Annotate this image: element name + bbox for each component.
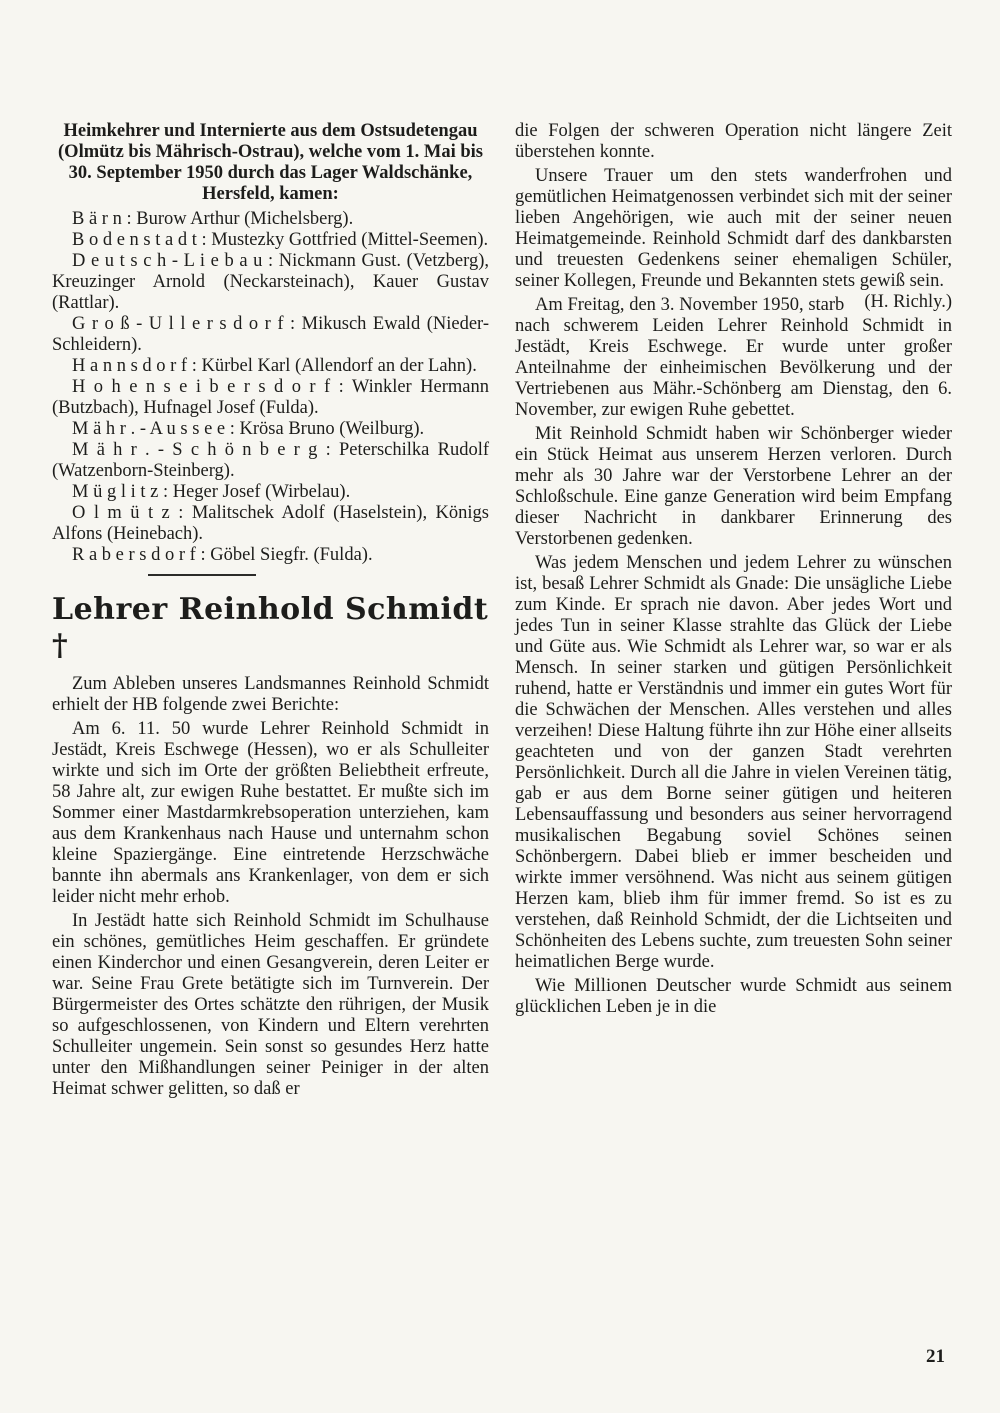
- obituary-paragraph: [515, 166, 952, 312]
- register-entry-olmuetz: O l m ü t z : Malitschek Adolf (Haselstein), Königs Alfons (Heinebach).: [52, 503, 489, 544]
- section-divider: [148, 574, 256, 576]
- right-column: [515, 121, 952, 1100]
- paragraph-text: Unsere Trauer um den stets wanderfrohen und gemütlichen Heimatgenossen verbindet sich mit der seiner lieben Angehörigen, wie auch mit der seiner neuen Heimatgemeinde. Reinhold Schmidt darf des dankbarsten und treuesten Gedenkens seiner ehemaligen Schüler, seiner Kollegen, Freunde und Bekannten stets gewiß sein.: [515, 166, 952, 291]
- register-entry-hannsdorf: H a n n s d o r f : Kürbel Karl (Allendorf an der Lahn).: [72, 356, 477, 376]
- obituary-heading: Lehrer Reinhold Schmidt †: [52, 592, 489, 663]
- obituary-paragraph: Was jedem Menschen und jedem Lehrer zu wünschen ist, besaß Lehrer Schmidt als Gnade: Die unsägliche Liebe zum Kinde. Er sprach nie davon. Aber jedes Wort und jedes Tun in seiner Klasse strahlte das Glück der Liebe und Güte aus. Wie Schmidt als Lehrer war, so war er als Mensch. In seiner starken und gütigen Persönlichkeit ruhend, hatte er Verständnis und immer ein gutes Wort für die Schwächen der Menschen. Alles verstehen und alles verzeihen! Diese Haltung führte ihn zur Höhe einer allseits geachteten und von der ganzen Stadt verehrten Persönlichkeit. Durch all die Jahre in vielen Vereinen tätig, gab er aus dem Borne seiner gütigen und heiteren Lebensauffassung und besonders aus seiner hervorragend musikalischen Begabung soviel Schönes seinen Schönbergern. Dabei blieb er immer bescheiden und wirkte immer versöhnend. Was nicht aus seinem gütigen Herzen kam, blieb ihm für immer fremd. So ist es zu verstehen, daß Reinhold Schmidt, der die Lichtseiten und Schönheiten des Lebens suchte, zum treuesten Sohn seiner heimatlichen Berge wurde.: [515, 553, 952, 972]
- register-entry-mueglitz: M ü g l i t z : Heger Josef (Wirbelau).: [72, 482, 351, 502]
- obituary-paragraph: Am Freitag, den 3. November 1950, starb nach schwerem Leiden Lehrer Reinhold Schmidt in Jestädt, Kreis Eschwege. Er wurde unter großer Anteilnahme der einheimischen Bevölkerung und der Vertriebenen aus Mähr.-Schönberg am Dienstag, den 6. November, zur ewigen Ruhe gebettet.: [515, 295, 952, 420]
- obituary-paragraph: Mit Reinhold Schmidt haben wir Schönberger wieder ein Stück Heimat aus unserem Herzen verloren. Durch mehr als 30 Jahre war der Verstorbene Lehrer an der Schloßschule. Eine ganze Generation wird beim Empfang dieser Nachricht in dankbarer Erinnerung des Verstorbenen gedenken.: [515, 424, 952, 549]
- left-column: [52, 121, 489, 1100]
- two-column-layout: [52, 121, 952, 1100]
- obituary-paragraph: Wie Millionen Deutscher wurde Schmidt aus seinem glücklichen Leben je in die: [515, 976, 952, 1017]
- continuation-paragraph: die Folgen der schweren Operation nicht längere Zeit überstehen konnte.: [515, 121, 952, 162]
- register-entry-bodenstadt: B o d e n s t a d t : Mustezky Gottfried (Mittel-Seemen).: [72, 230, 489, 250]
- author-signature: (H. Richly.): [864, 292, 952, 312]
- obituary-paragraph: Am 6. 11. 50 wurde Lehrer Reinhold Schmidt in Jestädt, Kreis Eschwege (Hessen), wo er als Schulleiter wirkte und sich im Orte der größten Beliebtheit erfreute, 58 Jahre alt, zur ewigen Ruhe bestattet. Er mußte sich im Sommer einer Mastdarmkrebsoperation unterziehen, kam aus dem Krankenhaus nach Hause und unternahm schon kleine Spaziergänge. Eine eintretende Herzschwäche bannte ihn abermals ans Krankenlager, von dem er sich leider nicht mehr erhob.: [52, 719, 489, 907]
- register-entry-maehr-schoenberg: M ä h r . - S c h ö n b e r g : Peterschilka Rudolf (Watzenborn-Steinberg).: [52, 440, 489, 481]
- register-entry-baern: B ä r n : Burow Arthur (Michelsberg).: [72, 209, 354, 229]
- register-entry-hohenseibersdorf: H o h e n s e i b e r s d o r f : Winkler Hermann (Butzbach), Hufnagel Josef (Fulda).: [52, 377, 489, 418]
- obituary-paragraph: In Jestädt hatte sich Reinhold Schmidt im Schulhause ein schönes, gemütliches Heim geschaffen. Er gründete einen Kinderchor und einen Gesangverein, deren Leiter er war. Seine Frau Grete betätigte sich im Turnverein. Der Bürgermeister des Ortes schätzte den rührigen, der Musik so aufgeschlossenen, von Kindern und Eltern verehrten Schulleiter ungemein. Sein sonst so gesundes Herz hatte unter den Mißhandlungen seiner Peiniger in der alten Heimat schwer gelitten, so daß er: [52, 911, 489, 1099]
- register-entry-maehr-aussee: M ä h r . - A u s s e e : Krösa Bruno (Weilburg).: [72, 419, 425, 439]
- page-number: 21: [926, 1346, 945, 1367]
- register-entry-deutsch-liebau: D e u t s c h - L i e b a u : Nickmann Gust. (Vetzberg), Kreuzinger Arnold (Neckarsteinach), Kauer Gustav (Rattlar).: [52, 251, 489, 313]
- returnee-list-header: Heimkehrer und Internierte aus dem Ostsudetengau (Olmütz bis Mährisch-Ostrau), welche vom 1. Mai bis 30. September 1950 durch das Lager Waldschänke, Hersfeld, kamen:: [58, 121, 483, 204]
- obituary-intro-paragraph: Zum Ableben unseres Landsmannes Reinhold Schmidt erhielt der HB folgende zwei Berichte:: [52, 674, 489, 715]
- register-entry-rabersdorf: R a b e r s d o r f : Göbel Siegfr. (Fulda).: [72, 545, 373, 565]
- register-entry-gross-ullersdorf: G r o ß - U l l e r s d o r f : Mikusch Ewald (Nieder-Schleidern).: [52, 314, 489, 355]
